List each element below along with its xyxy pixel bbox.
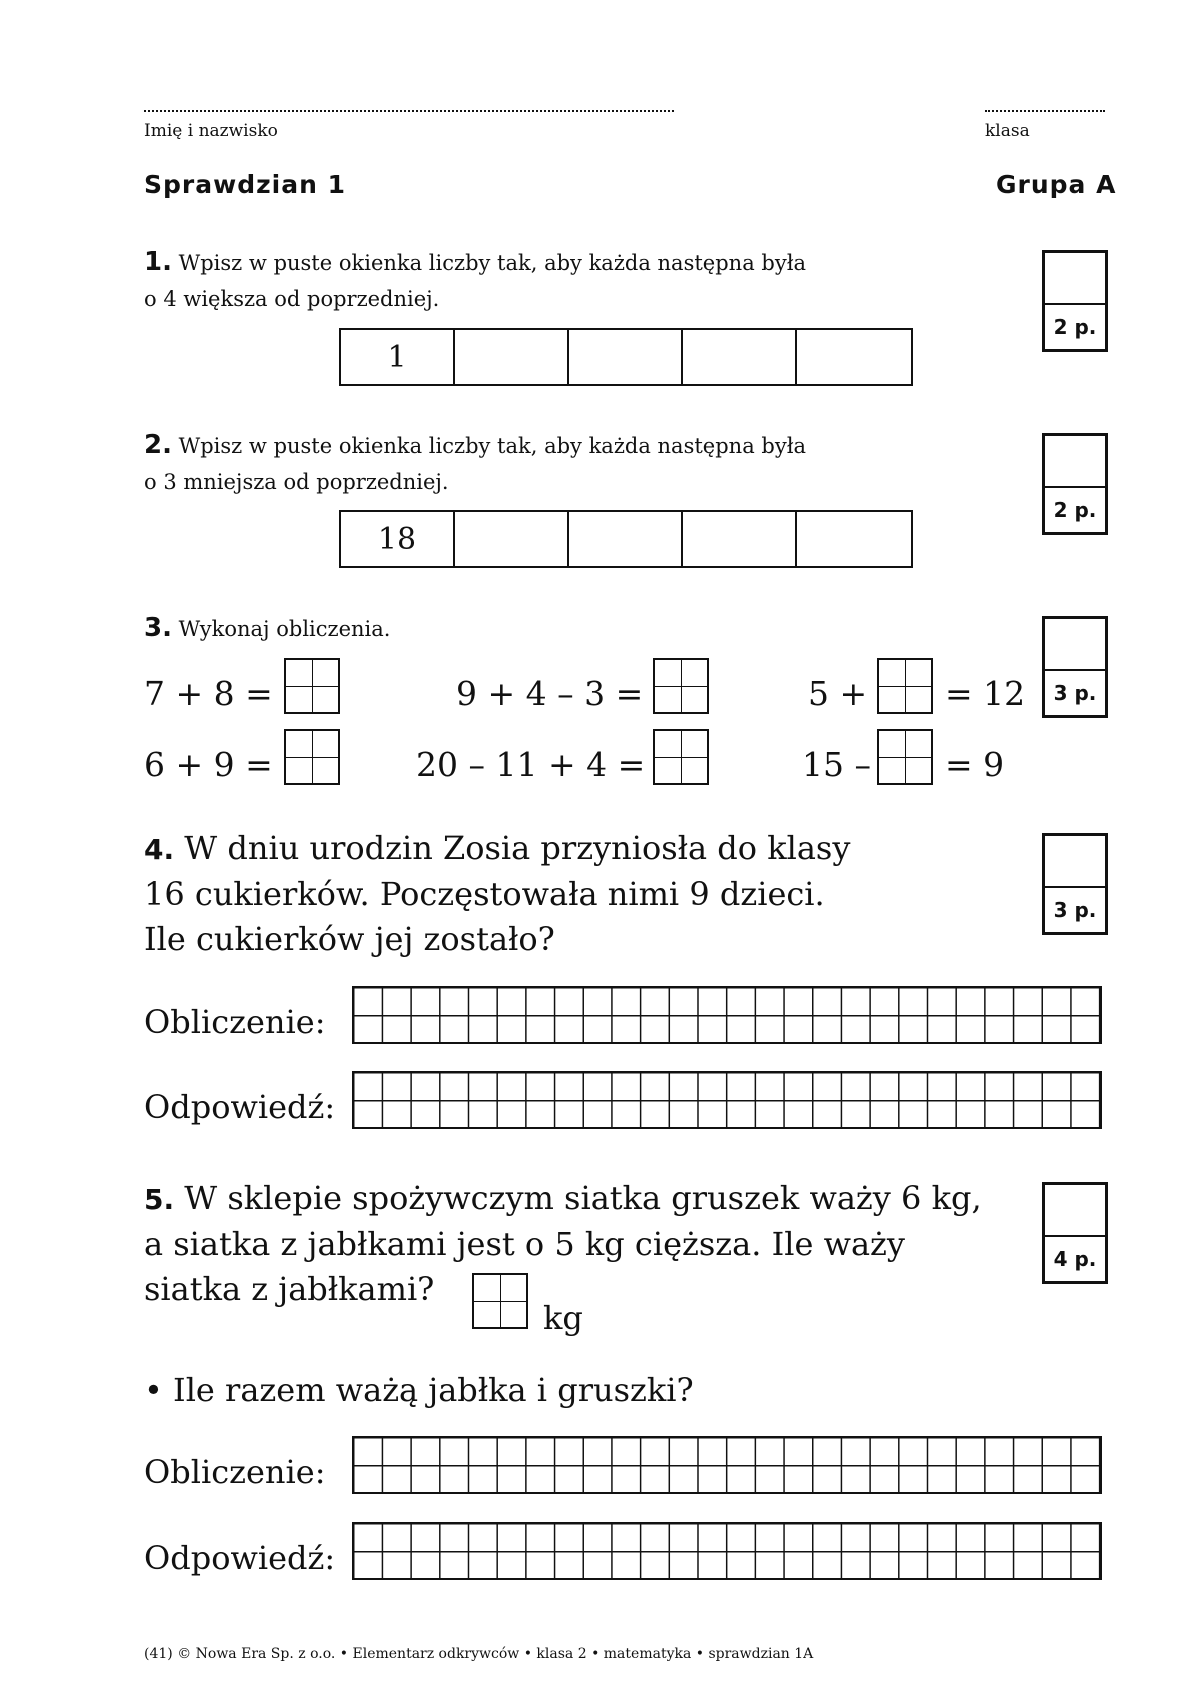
- sequence-cell[interactable]: [797, 512, 911, 566]
- sequence-cell: 18: [341, 512, 455, 566]
- equation-c1-left: 5 +: [808, 674, 868, 713]
- weight-answer-box[interactable]: [472, 1273, 528, 1329]
- equation-c2-left: 15 –: [802, 745, 871, 784]
- question-3: [144, 610, 390, 647]
- question-2: [144, 427, 806, 500]
- answer-label: Odpowiedź:: [144, 1088, 336, 1126]
- unit-label: kg: [543, 1299, 583, 1337]
- equation-c1-right: = 12: [945, 674, 1026, 713]
- score-box-3: [1042, 616, 1108, 718]
- calculation-label: Obliczenie:: [144, 1003, 326, 1041]
- answer-label-2: Odpowiedź:: [144, 1539, 336, 1577]
- question-4: [144, 826, 850, 962]
- equation-b2: 20 – 11 + 4 =: [416, 745, 646, 784]
- answer-box[interactable]: [877, 658, 933, 714]
- question-4-text-line2: 16 cukierków. Poczęstowała nimi 9 dzieci.: [144, 875, 825, 913]
- score-box-1-points: 2 p.: [1053, 315, 1097, 339]
- question-5: [144, 1176, 982, 1312]
- answer-grid-2[interactable]: [352, 1522, 1102, 1580]
- score-box-1: [1042, 250, 1108, 352]
- calculation-grid[interactable]: [352, 986, 1102, 1044]
- sequence-cell[interactable]: [455, 512, 569, 566]
- question-1: [144, 244, 806, 317]
- score-box-2-entry[interactable]: [1045, 436, 1105, 488]
- question-5-text-line1: W sklepie spożywczym siatka gruszek waży 6 kg,: [184, 1179, 982, 1217]
- class-line[interactable]: [985, 110, 1105, 112]
- calculation-label-2: Obliczenie:: [144, 1453, 326, 1491]
- question-3-number: 3.: [144, 613, 172, 643]
- score-box-4-entry[interactable]: [1045, 836, 1105, 888]
- question-1-text-line1: Wpisz w puste okienka liczby tak, aby każda następna była: [178, 251, 807, 275]
- answer-box[interactable]: [653, 658, 709, 714]
- score-box-3-points: 3 p.: [1053, 681, 1097, 705]
- sequence-cell[interactable]: [569, 330, 683, 384]
- question-5-text-line3: siatka z jabłkami?: [144, 1270, 435, 1308]
- sequence-cell[interactable]: [683, 512, 797, 566]
- question-5-text-line2: a siatka z jabłkami jest o 5 kg cięższa. Ile waży: [144, 1225, 905, 1263]
- page-title: Sprawdzian 1: [144, 170, 346, 199]
- question-5-number: 5.: [144, 1183, 175, 1216]
- question-2-number: 2.: [144, 430, 172, 460]
- question-4-number: 4.: [144, 833, 175, 866]
- question-1-text-line2: o 4 większa od poprzedniej.: [144, 287, 440, 311]
- score-box-4: [1042, 833, 1108, 935]
- question-2-text-line1: Wpisz w puste okienka liczby tak, aby każda następna była: [178, 434, 807, 458]
- score-box-3-entry[interactable]: [1045, 619, 1105, 671]
- bullet-question: • Ile razem ważą jabłka i gruszki?: [144, 1371, 694, 1409]
- answer-box[interactable]: [653, 729, 709, 785]
- question-1-sequence: [339, 328, 913, 386]
- score-box-1-entry[interactable]: [1045, 253, 1105, 305]
- question-1-number: 1.: [144, 247, 172, 277]
- sequence-cell[interactable]: [797, 330, 911, 384]
- class-label: klasa: [985, 121, 1030, 141]
- score-box-4-points: 3 p.: [1053, 898, 1097, 922]
- sequence-cell: 1: [341, 330, 455, 384]
- sequence-cell[interactable]: [455, 330, 569, 384]
- question-4-text-line3: Ile cukierków jej zostało?: [144, 920, 555, 958]
- question-2-sequence: [339, 510, 913, 568]
- sequence-cell[interactable]: [569, 512, 683, 566]
- answer-box[interactable]: [877, 729, 933, 785]
- score-box-5-entry[interactable]: [1045, 1185, 1105, 1237]
- score-box-5: [1042, 1182, 1108, 1284]
- equation-a1: 7 + 8 =: [144, 674, 273, 713]
- score-box-2-points: 2 p.: [1053, 498, 1097, 522]
- name-line[interactable]: [144, 110, 674, 112]
- question-4-text-line1: W dniu urodzin Zosia przyniosła do klasy: [184, 829, 851, 867]
- equation-c2-right: = 9: [945, 745, 1005, 784]
- sequence-cell[interactable]: [683, 330, 797, 384]
- answer-box[interactable]: [284, 729, 340, 785]
- equation-a2: 6 + 9 =: [144, 745, 273, 784]
- name-label: Imię i nazwisko: [144, 121, 278, 141]
- equation-b1: 9 + 4 – 3 =: [456, 674, 644, 713]
- answer-box[interactable]: [284, 658, 340, 714]
- calculation-grid-2[interactable]: [352, 1436, 1102, 1494]
- score-box-2: [1042, 433, 1108, 535]
- group-label: Grupa A: [996, 170, 1117, 199]
- answer-grid[interactable]: [352, 1071, 1102, 1129]
- question-3-text: Wykonaj obliczenia.: [178, 617, 391, 641]
- question-2-text-line2: o 3 mniejsza od poprzedniej.: [144, 470, 449, 494]
- score-box-5-points: 4 p.: [1053, 1247, 1097, 1271]
- footer-copyright: (41) © Nowa Era Sp. z o.o. • Elementarz odkrywców • klasa 2 • matematyka • sprawdzian 1A: [144, 1646, 814, 1662]
